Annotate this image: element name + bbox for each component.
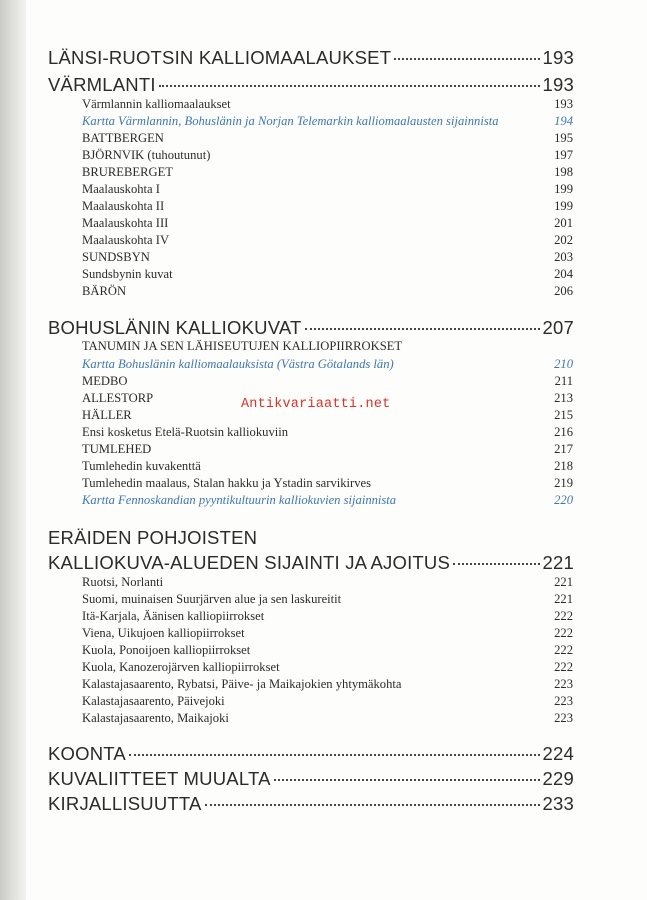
toc-entry[interactable] [82, 710, 573, 727]
entry-page: 221 [554, 592, 573, 606]
entry-page: 222 [554, 626, 573, 640]
entry-page: 198 [554, 165, 573, 179]
entry-label: Viena, Uikujoen kalliopiirrokset [82, 626, 245, 640]
entry-page: 213 [554, 391, 573, 405]
watermark-text: Antikvariaatti.net [241, 397, 391, 412]
section-title: ERÄIDEN POHJOISTEN [48, 527, 258, 548]
toc-entry[interactable] [82, 130, 573, 147]
toc-entry[interactable] [82, 574, 573, 591]
toc-major-heading[interactable] [48, 793, 574, 815]
dot-leader [305, 328, 540, 330]
entry-page: 204 [554, 267, 573, 281]
entry-page: 217 [554, 442, 573, 456]
entry-page: 203 [554, 250, 573, 264]
entry-page: 222 [554, 660, 573, 674]
toc-entry[interactable] [82, 283, 573, 300]
toc-major-heading[interactable] [48, 47, 574, 69]
entry-label: Maalauskohta II [82, 199, 165, 213]
dot-leader [205, 804, 540, 806]
entry-label: Kuola, Kanozerojärven kalliopiirrokset [82, 660, 280, 674]
toc-entry[interactable] [82, 693, 573, 710]
entry-label: BJÖRNVIK (tuhoutunut) [82, 148, 211, 162]
entry-page: 222 [554, 643, 573, 657]
entry-label: Suomi, muinaisen Suurjärven alue ja sen laskureitit [82, 592, 342, 606]
entry-page: 223 [554, 711, 573, 725]
entry-label: TUMLEHED [82, 442, 152, 456]
entry-label: Ruotsi, Norlanti [82, 575, 164, 589]
entry-label: Kalastajasaarento, Maikajoki [82, 711, 229, 725]
toc-entry[interactable] [82, 424, 573, 441]
entry-label: Maalauskohta I [82, 182, 160, 196]
section-page-number: 193 [542, 47, 574, 68]
entry-label: Kartta Fennoskandian pyyntikultuurin kalliokuvien sijainnista [82, 493, 397, 507]
toc-entry[interactable] [82, 232, 573, 249]
section-page-number: 207 [542, 317, 574, 338]
entry-label: Sundsbynin kuvat [82, 267, 173, 281]
section-page-number: 233 [542, 793, 574, 814]
entry-label: BRUREBERGET [82, 165, 173, 179]
entry-page: 220 [554, 493, 573, 507]
entry-page: 223 [554, 694, 573, 708]
entry-label: Tumlehedin maalaus, Stalan hakku ja Ystadin sarvikirves [82, 476, 372, 490]
section-title: KUVALIITTEET MUUALTA [48, 768, 271, 789]
entry-label: TANUMIN JA SEN LÄHISEUTUJEN KALLIOPIIRROKSET [82, 339, 403, 353]
entry-label: MEDBO [82, 374, 128, 388]
section-title: BOHUSLÄNIN KALLIOKUVAT [48, 317, 302, 338]
entry-page: 202 [554, 233, 573, 247]
toc-entry[interactable] [82, 642, 573, 659]
dot-leader [129, 754, 540, 756]
entry-page: 201 [554, 216, 573, 230]
toc-entry[interactable] [82, 338, 573, 355]
entry-page: 193 [554, 97, 573, 111]
entry-label: Kartta Värmlannin, Bohuslänin ja Norjan Telemarkin kalliomaalausten sijainnista [82, 114, 499, 128]
entry-page: 218 [554, 459, 573, 473]
entry-label: Kalastajasaarento, Päivejoki [82, 694, 225, 708]
section-title: KOONTA [48, 743, 126, 764]
toc-entry[interactable] [82, 373, 573, 390]
entry-page: 194 [554, 114, 573, 128]
entry-page: 216 [554, 425, 573, 439]
toc-major-heading[interactable] [48, 74, 574, 96]
toc-entry[interactable] [82, 249, 573, 266]
toc-major-heading[interactable] [48, 768, 574, 790]
toc-entry[interactable] [82, 96, 573, 113]
toc-entry[interactable] [82, 659, 573, 676]
entry-page: 223 [554, 677, 573, 691]
entry-page: 195 [554, 131, 573, 145]
section-page-number: 221 [542, 552, 574, 573]
toc-map-entry[interactable] [82, 492, 573, 509]
toc-entry[interactable] [82, 608, 573, 625]
entry-page: 222 [554, 609, 573, 623]
toc-major-heading[interactable] [48, 317, 574, 339]
entry-page: 219 [554, 476, 573, 490]
entry-page: 215 [554, 408, 573, 422]
entry-label: Värmlannin kalliomaalaukset [82, 97, 231, 111]
entry-page: 199 [554, 182, 573, 196]
entry-label: Maalauskohta III [82, 216, 169, 230]
entry-label: BATTBERGEN [82, 131, 164, 145]
entry-page: 210 [554, 357, 573, 371]
toc-entry[interactable] [82, 181, 573, 198]
toc-map-entry[interactable] [82, 356, 573, 373]
toc-entry[interactable] [82, 147, 573, 164]
section-title: KALLIOKUVA-ALUEDEN SIJAINTI JA AJOITUS [48, 552, 451, 573]
section-page-number: 193 [542, 74, 574, 95]
entry-label: BÄRÖN [82, 284, 127, 298]
dot-leader [159, 85, 540, 87]
toc-entry[interactable] [82, 198, 573, 215]
entry-label: ALLESTORP [82, 391, 154, 405]
dot-leader [394, 58, 539, 60]
entry-page: 199 [554, 199, 573, 213]
section-title: KIRJALLISUUTTA [48, 793, 202, 814]
dot-leader [274, 779, 540, 781]
toc-entry[interactable] [82, 591, 573, 608]
entry-page: 197 [554, 148, 573, 162]
toc-entry[interactable] [82, 215, 573, 232]
dot-leader [453, 563, 539, 565]
toc-entry[interactable] [82, 458, 573, 475]
entry-label: HÄLLER [82, 408, 132, 422]
toc-entry[interactable] [82, 475, 573, 492]
toc-entry[interactable] [82, 266, 573, 283]
toc-entry[interactable] [82, 164, 573, 181]
entry-label: Kuola, Ponoijoen kalliopiirrokset [82, 643, 251, 657]
toc-map-entry[interactable] [82, 113, 573, 130]
toc-entry[interactable] [82, 441, 573, 458]
entry-page: 211 [554, 374, 573, 388]
entry-label: Kartta Bohuslänin kalliomaalauksista (Västra Götalands län) [82, 357, 394, 371]
entry-label: Itä-Karjala, Äänisen kalliopiirrokset [82, 609, 265, 623]
entry-label: Tumlehedin kuvakenttä [82, 459, 201, 473]
section-title: VÄRMLANTI [48, 74, 156, 95]
toc-major-heading-line1[interactable] [48, 527, 574, 549]
entry-label: Ensi kosketus Etelä-Ruotsin kalliokuviin [82, 425, 289, 439]
section-page-number: 229 [542, 768, 574, 789]
toc-entry[interactable] [82, 676, 573, 693]
entry-label: SUNDSBYN [82, 250, 150, 264]
section-page-number: 224 [542, 743, 574, 764]
entry-page: 221 [554, 575, 573, 589]
section-title: LÄNSI-RUOTSIN KALLIOMAALAUKSET [48, 47, 392, 68]
toc-major-heading[interactable] [48, 552, 574, 574]
toc-major-heading[interactable] [48, 743, 574, 765]
entry-page: 206 [554, 284, 573, 298]
entry-label: Maalauskohta IV [82, 233, 170, 247]
entry-label: Kalastajasaarento, Rybatsi, Päive- ja Maikajokien yhtymäkohta [82, 677, 402, 691]
toc-entry[interactable] [82, 625, 573, 642]
